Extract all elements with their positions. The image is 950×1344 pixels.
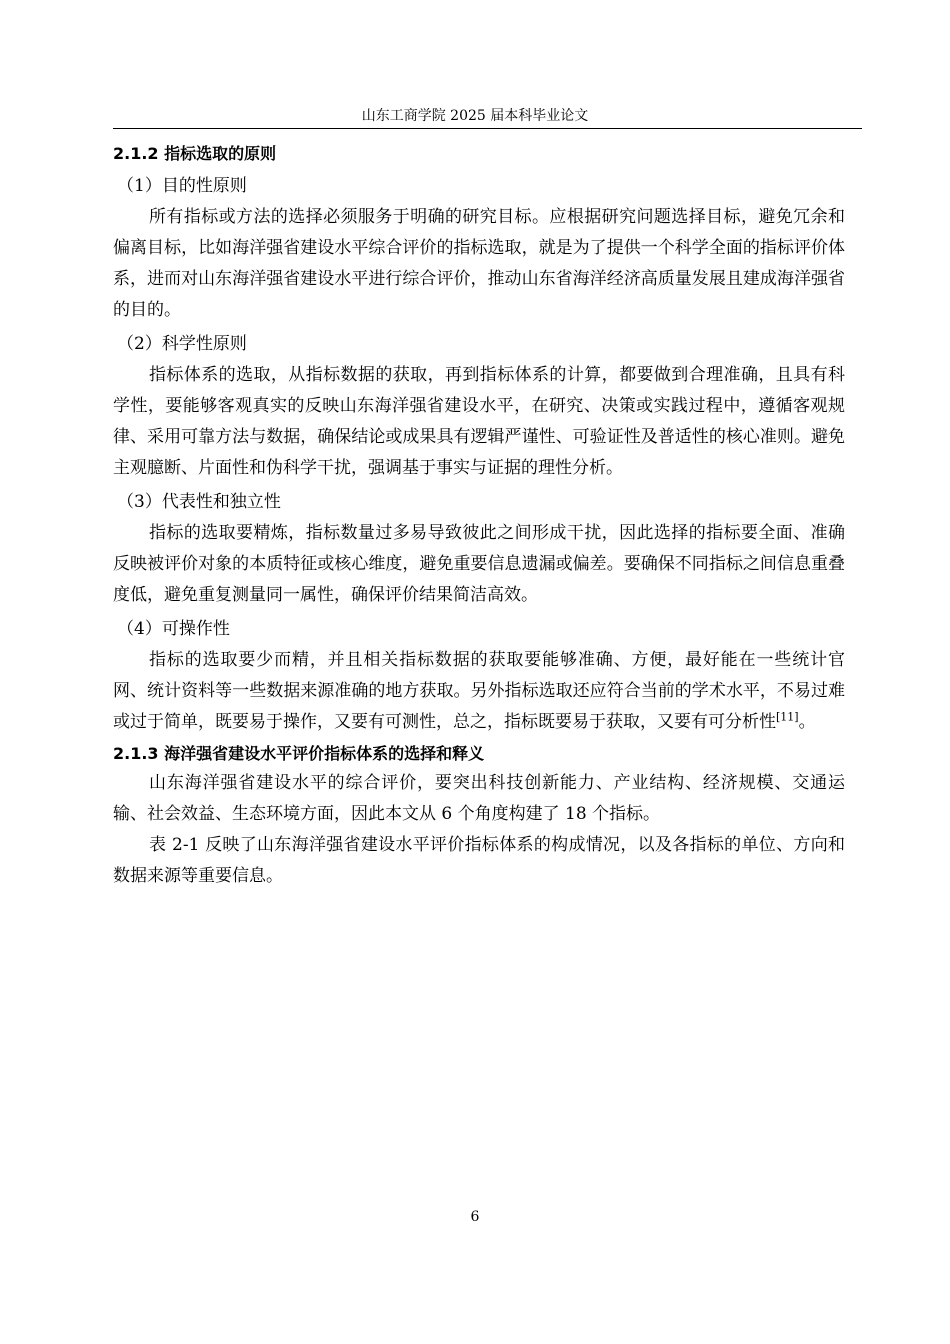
page-body	[113, 140, 845, 892]
subheading-scientific: （2）科学性原则	[117, 334, 247, 354]
subheading-purpose: （1）目的性原则	[117, 176, 247, 196]
subheading-representative: （3）代表性和独立性	[117, 492, 281, 512]
paragraph-table-reference: 表 2-1 反映了山东海洋强省建设水平评价指标体系的构成情况，以及各指标的单位、方向和数据来源等重要信息。	[113, 835, 845, 886]
paragraph-representative: 指标的选取要精炼，指标数量过多易导致彼此之间形成干扰，因此选择的指标要全面、准确反映被评价对象的本质特征或核心维度，避免重要信息遗漏或偏差。要确保不同指标之间信息重叠度低，避免重复测量同一属性，确保评价结果简洁高效。	[113, 523, 845, 605]
section-heading-2-1-3: 2.1.3 海洋强省建设水平评价指标体系的选择和释义	[113, 744, 485, 763]
page-number: 6	[470, 1209, 480, 1225]
header-rule	[113, 128, 862, 129]
running-header: 山东工商学院 2025 届本科毕业论文	[361, 108, 589, 124]
paragraph-indicator-overview: 山东海洋强省建设水平的综合评价，要突出科技创新能力、产业结构、经济规模、交通运输、社会效益、生态环境方面，因此本文从 6 个角度构建了 18 个指标。	[113, 773, 845, 824]
paragraph-purpose: 所有指标或方法的选择必须服务于明确的研究目标。应根据研究问题选择目标，避免冗余和偏离目标，比如海洋强省建设水平综合评价的指标选取，就是为了提供一个科学全面的指标评价体系，进而对山东海洋强省建设水平进行综合评价，推动山东省海洋经济高质量发展且建成海洋强省的目的。	[113, 207, 845, 320]
citation-reference: [11]	[776, 710, 799, 724]
subheading-operability: （4）可操作性	[117, 619, 230, 639]
paragraph-operability	[113, 645, 845, 738]
paragraph-operability-text: 指标的选取要少而精，并且相关指标数据的获取要能够准确、方便，最好能在一些统计官网、统计资料等一些数据来源准确的地方获取。另外指标选取还应符合当前的学术水平，不易过难或过于简单，既要易于操作，又要有可测性，总之，指标既要易于获取，又要有可分析性	[113, 650, 845, 732]
section-heading-2-1-2: 2.1.2 指标选取的原则	[113, 144, 277, 163]
paragraph-scientific: 指标体系的选取，从指标数据的获取，再到指标体系的计算，都要做到合理准确，且具有科学性，要能够客观真实的反映山东海洋强省建设水平，在研究、决策或实践过程中，遵循客观规律、采用可靠方法与数据，确保结论或成果具有逻辑严谨性、可验证性及普适性的核心准则。避免主观臆断、片面性和伪科学干扰，强调基于事实与证据的理性分析。	[113, 365, 845, 478]
paragraph-operability-tail: 。	[798, 712, 816, 732]
